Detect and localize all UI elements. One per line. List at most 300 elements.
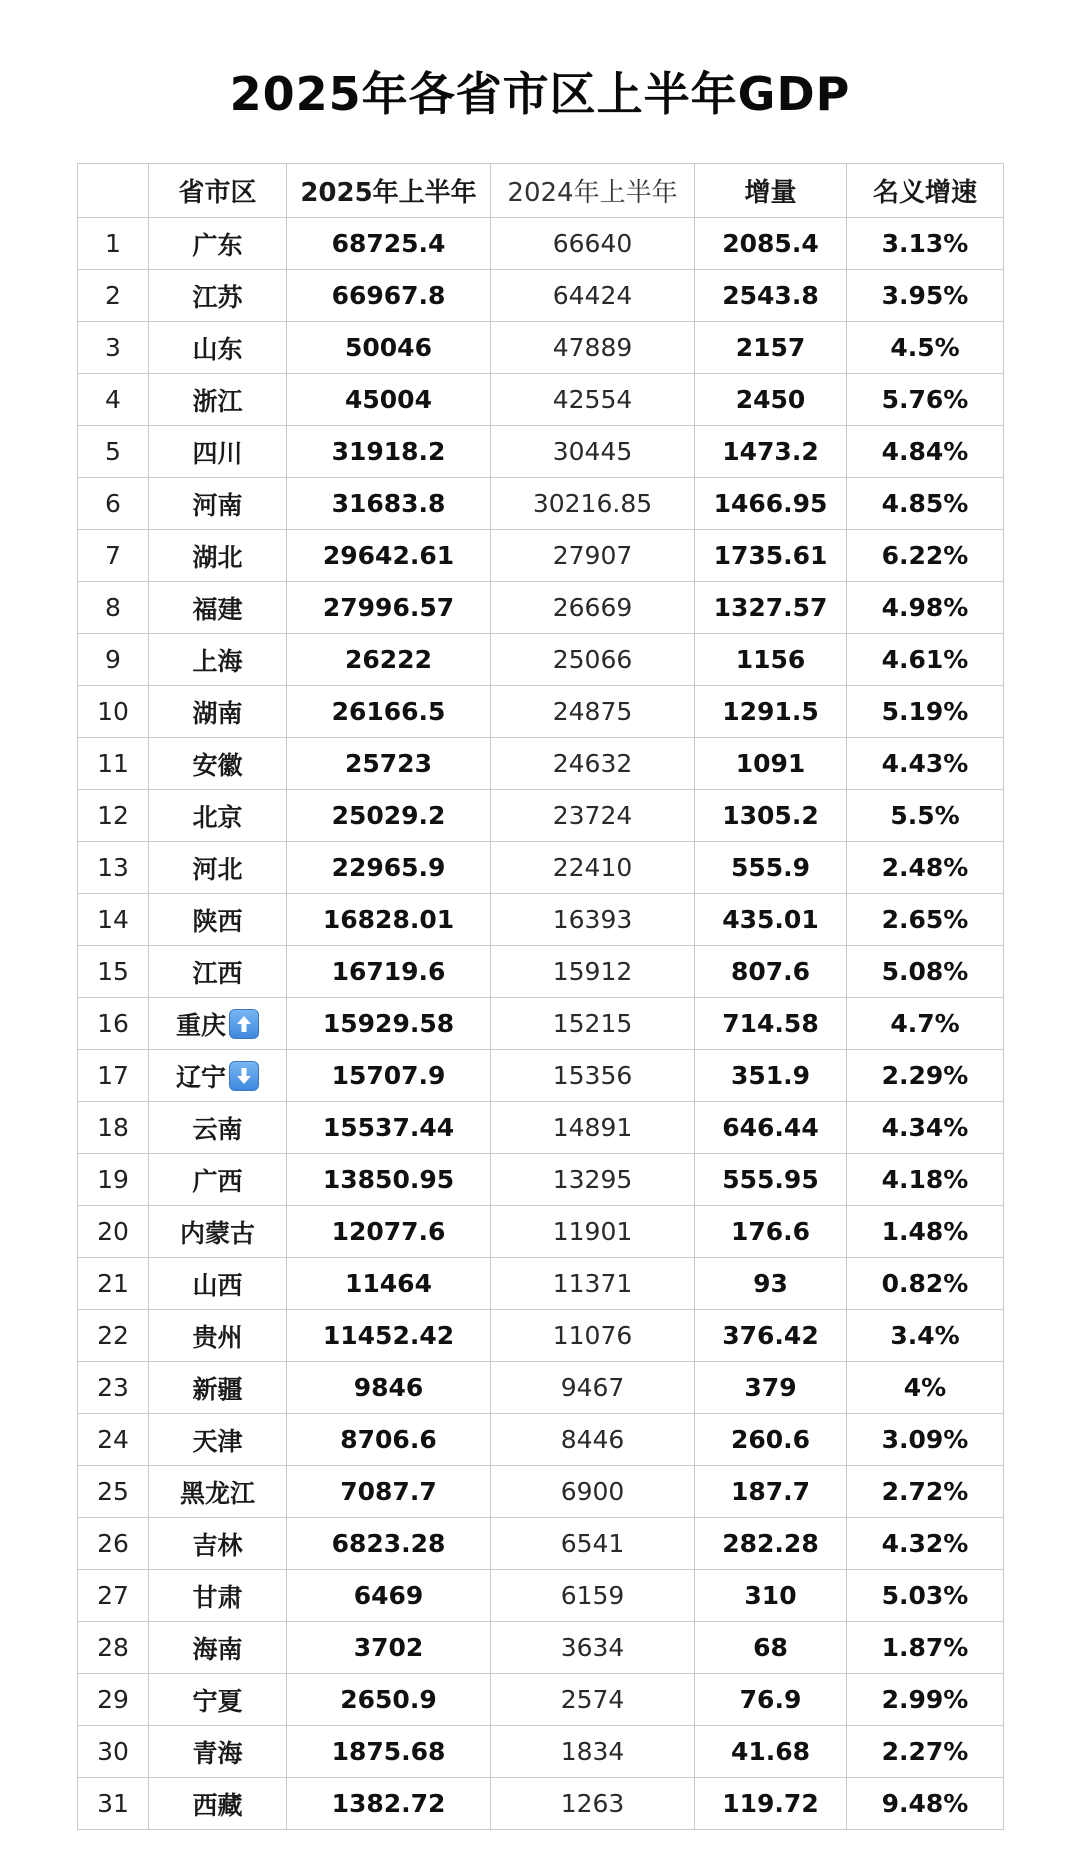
province-cell: [149, 1102, 287, 1154]
gdp-2025-cell: [287, 1622, 491, 1674]
gdp-2024-cell: [491, 946, 695, 998]
increase-cell: [695, 1466, 847, 1518]
province-cell-text: 海南: [192, 1634, 243, 1664]
province-cell: [149, 946, 287, 998]
increase-cell: [695, 1102, 847, 1154]
gdp-2024-cell-text: 27907: [552, 541, 633, 570]
rank-cell-text: 21: [97, 1269, 129, 1298]
province-cell: [149, 1778, 287, 1830]
gdp-2024-cell: [491, 530, 695, 582]
increase-cell: [695, 1570, 847, 1622]
rank-cell: [78, 270, 149, 322]
rank-cell-text: 11: [97, 749, 129, 778]
increase-cell-text: 68: [753, 1633, 788, 1662]
increase-cell: [695, 1154, 847, 1206]
province-cell: [149, 478, 287, 530]
rank-cell: [78, 1466, 149, 1518]
table-row: [78, 946, 1004, 998]
rank-cell-text: 10: [97, 697, 129, 726]
growth-cell: [847, 1362, 1004, 1414]
growth-cell-text: 3.4%: [890, 1321, 960, 1350]
growth-cell-text: 4.7%: [890, 1009, 960, 1038]
rank-cell: [78, 1570, 149, 1622]
gdp-2025-cell: [287, 1778, 491, 1830]
province-cell: [149, 1466, 287, 1518]
rank-cell-text: 7: [105, 541, 121, 570]
increase-cell: [695, 1206, 847, 1258]
gdp-2024-cell-text: 1263: [560, 1789, 625, 1818]
province-cell-text: 黑龙江: [179, 1478, 255, 1508]
increase-cell-text: 1327.57: [713, 593, 828, 622]
rank-cell: [78, 322, 149, 374]
gdp-2024-cell: [491, 842, 695, 894]
increase-cell-text: 76.9: [739, 1685, 802, 1714]
growth-cell: [847, 1206, 1004, 1258]
rank-cell: [78, 1726, 149, 1778]
gdp-2024-cell-text: 15356: [552, 1061, 633, 1090]
rank-cell-text: 23: [97, 1373, 129, 1402]
rank-cell: [78, 634, 149, 686]
province-cell: [149, 894, 287, 946]
rank-cell-text: 8: [105, 593, 121, 622]
province-cell-text: 河南: [192, 490, 243, 520]
rank-cell: [78, 998, 149, 1050]
rank-cell: [78, 738, 149, 790]
gdp-2025-cell: [287, 634, 491, 686]
increase-cell-text: 1091: [735, 749, 806, 778]
gdp-2024-cell-text: 47889: [552, 333, 633, 362]
growth-cell-text: 3.13%: [881, 229, 969, 258]
province-cell: [149, 1570, 287, 1622]
increase-cell: [695, 1518, 847, 1570]
rank-cell-text: 20: [97, 1217, 129, 1246]
province-cell-text: 贵州: [192, 1322, 243, 1352]
province-cell-text: 河北: [192, 854, 243, 884]
growth-cell: [847, 582, 1004, 634]
increase-cell: [695, 218, 847, 270]
rank-cell: [78, 842, 149, 894]
gdp-2025-cell-text: 27996.57: [322, 593, 455, 622]
rank-cell: [78, 478, 149, 530]
gdp-2025-cell-text: 29642.61: [322, 541, 455, 570]
increase-cell: [695, 478, 847, 530]
growth-cell-text: 0.82%: [881, 1269, 969, 1298]
increase-cell: [695, 374, 847, 426]
gdp-2024-cell: [491, 998, 695, 1050]
province-cell: [149, 1518, 287, 1570]
gdp-2025-cell: [287, 686, 491, 738]
increase-cell-text: 1305.2: [722, 801, 819, 830]
gdp-2024-cell: [491, 1414, 695, 1466]
increase-cell-text: 435.01: [722, 905, 819, 934]
gdp-2024-cell-text: 30445: [552, 437, 633, 466]
province-cell: [149, 426, 287, 478]
growth-cell-text: 4.84%: [881, 437, 969, 466]
gdp-2024-cell: [491, 1570, 695, 1622]
gdp-2025-cell: [287, 478, 491, 530]
table-row: [78, 1622, 1004, 1674]
province-cell-text: 辽宁: [175, 1062, 226, 1092]
table-row: [78, 1362, 1004, 1414]
increase-cell-text: 379: [744, 1373, 797, 1402]
increase-cell-text: 1291.5: [722, 697, 819, 726]
rank-cell-text: 30: [97, 1737, 129, 1766]
province-cell-text: 广东: [192, 230, 243, 260]
growth-cell-text: 5.76%: [881, 385, 969, 414]
header-h1-2025: 2025年上半年: [287, 164, 491, 218]
table-row: [78, 426, 1004, 478]
table-row: [78, 478, 1004, 530]
table-row: [78, 1258, 1004, 1310]
province-cell-text: 浙江: [192, 386, 243, 416]
gdp-2025-cell-text: 22965.9: [331, 853, 446, 882]
gdp-2025-cell-text: 25029.2: [331, 801, 446, 830]
rank-cell: [78, 1622, 149, 1674]
rank-cell-text: 28: [97, 1633, 129, 1662]
gdp-2024-cell-text: 2574: [560, 1685, 625, 1714]
province-cell: [149, 1674, 287, 1726]
growth-cell-text: 4.85%: [881, 489, 969, 518]
province-cell: [149, 1414, 287, 1466]
gdp-2025-cell-text: 66967.8: [331, 281, 446, 310]
province-cell: [149, 1310, 287, 1362]
gdp-2024-cell-text: 25066: [552, 645, 633, 674]
header-row: [78, 164, 1004, 218]
rank-cell-text: 6: [105, 489, 121, 518]
rank-cell-text: 5: [105, 437, 121, 466]
gdp-2025-cell: [287, 1154, 491, 1206]
gdp-2025-cell: [287, 218, 491, 270]
gdp-2025-cell-text: 15537.44: [322, 1113, 455, 1142]
header-h1-2024: 2024年上半年: [491, 164, 695, 218]
rank-cell-text: 3: [105, 333, 121, 362]
gdp-2025-cell-text: 25723: [345, 749, 432, 778]
gdp-2024-cell-text: 26669: [552, 593, 633, 622]
growth-cell: [847, 478, 1004, 530]
gdp-2025-cell: [287, 894, 491, 946]
gdp-2024-cell: [491, 1154, 695, 1206]
province-cell: [149, 998, 287, 1050]
growth-cell: [847, 1102, 1004, 1154]
gdp-2025-cell-text: 7087.7: [340, 1477, 437, 1506]
increase-cell-text: 1156: [735, 645, 806, 674]
growth-cell-text: 4.32%: [881, 1529, 969, 1558]
growth-cell-text: 5.03%: [881, 1581, 969, 1610]
rank-cell-text: 12: [97, 801, 129, 830]
gdp-2025-cell-text: 9846: [353, 1373, 424, 1402]
gdp-2025-cell: [287, 322, 491, 374]
increase-cell-text: 1735.61: [713, 541, 828, 570]
table-row: [78, 1570, 1004, 1622]
table-row: [78, 1102, 1004, 1154]
table-row: [78, 738, 1004, 790]
increase-cell-text: 1473.2: [722, 437, 819, 466]
increase-cell: [695, 790, 847, 842]
growth-cell: [847, 894, 1004, 946]
gdp-2025-cell-text: 15707.9: [331, 1061, 446, 1090]
increase-cell: [695, 1726, 847, 1778]
table-row: [78, 790, 1004, 842]
increase-cell: [695, 1674, 847, 1726]
province-cell: [149, 1050, 287, 1102]
gdp-2025-cell: [287, 1726, 491, 1778]
gdp-2025-cell: [287, 790, 491, 842]
header-province: 省市区: [149, 164, 287, 218]
rank-cell: [78, 1414, 149, 1466]
table-row: [78, 842, 1004, 894]
rank-cell: [78, 374, 149, 426]
growth-cell: [847, 1154, 1004, 1206]
table-row: [78, 686, 1004, 738]
province-cell-text: 江西: [192, 958, 243, 988]
table-row: [78, 1466, 1004, 1518]
gdp-2024-cell-text: 11371: [552, 1269, 633, 1298]
growth-cell-text: 4%: [903, 1373, 947, 1402]
gdp-2024-cell-text: 42554: [552, 385, 633, 414]
gdp-2024-cell: [491, 686, 695, 738]
gdp-2024-cell: [491, 270, 695, 322]
increase-cell: [695, 270, 847, 322]
gdp-2024-cell: [491, 1050, 695, 1102]
gdp-2025-cell-text: 26166.5: [331, 697, 446, 726]
table-row: [78, 218, 1004, 270]
gdp-2024-cell-text: 13295: [552, 1165, 633, 1194]
increase-cell-text: 1466.95: [713, 489, 828, 518]
province-cell-text: 天津: [192, 1426, 243, 1456]
rank-cell-text: 2: [105, 281, 121, 310]
table-body: [78, 218, 1004, 1830]
growth-cell-text: 4.61%: [881, 645, 969, 674]
gdp-2025-cell-text: 3702: [353, 1633, 424, 1662]
gdp-2024-cell-text: 9467: [560, 1373, 625, 1402]
gdp-2025-cell: [287, 738, 491, 790]
increase-cell-text: 646.44: [722, 1113, 819, 1142]
increase-cell-text: 555.95: [722, 1165, 819, 1194]
rank-cell-text: 4: [105, 385, 121, 414]
province-cell: [149, 1258, 287, 1310]
rank-cell: [78, 1206, 149, 1258]
gdp-2024-cell: [491, 322, 695, 374]
province-cell-text: 山东: [192, 334, 243, 364]
table-row: [78, 1674, 1004, 1726]
province-cell: [149, 842, 287, 894]
rank-cell-text: 22: [97, 1321, 129, 1350]
increase-cell-text: 807.6: [730, 957, 811, 986]
table-row: [78, 1206, 1004, 1258]
growth-cell-text: 3.95%: [881, 281, 969, 310]
gdp-2024-cell-text: 3634: [560, 1633, 625, 1662]
rank-cell: [78, 1310, 149, 1362]
table-row: [78, 1726, 1004, 1778]
gdp-2024-cell: [491, 478, 695, 530]
rank-cell-text: 14: [97, 905, 129, 934]
province-cell: [149, 270, 287, 322]
growth-cell: [847, 1726, 1004, 1778]
table-row: [78, 582, 1004, 634]
gdp-2025-cell-text: 2650.9: [340, 1685, 437, 1714]
gdp-2025-cell-text: 31683.8: [331, 489, 446, 518]
rank-cell-text: 26: [97, 1529, 129, 1558]
growth-cell: [847, 530, 1004, 582]
gdp-2025-cell: [287, 1206, 491, 1258]
rank-cell-text: 17: [97, 1061, 129, 1090]
province-cell-text: 云南: [192, 1114, 243, 1144]
province-cell: [149, 530, 287, 582]
table-row: [78, 1778, 1004, 1830]
increase-cell-text: 176.6: [730, 1217, 811, 1246]
table-header: [78, 164, 1004, 218]
increase-cell: [695, 1362, 847, 1414]
page-title: 2025年各省市区上半年GDP: [229, 67, 851, 121]
growth-cell: [847, 374, 1004, 426]
gdp-2025-cell: [287, 426, 491, 478]
province-cell: [149, 218, 287, 270]
rank-cell: [78, 218, 149, 270]
rank-cell: [78, 1778, 149, 1830]
gdp-2024-cell: [491, 1778, 695, 1830]
rank-cell: [78, 426, 149, 478]
province-cell: [149, 1726, 287, 1778]
gdp-2024-cell: [491, 218, 695, 270]
header-increase: 增量: [695, 164, 847, 218]
gdp-2025-cell: [287, 530, 491, 582]
gdp-2024-cell: [491, 426, 695, 478]
gdp-2024-cell-text: 15912: [552, 957, 633, 986]
growth-cell: [847, 218, 1004, 270]
province-cell-text: 上海: [192, 646, 243, 676]
increase-cell-text: 2157: [735, 333, 806, 362]
province-cell-text: 陕西: [192, 906, 243, 936]
rank-cell: [78, 1102, 149, 1154]
increase-cell-text: 260.6: [730, 1425, 811, 1454]
province-cell: [149, 790, 287, 842]
growth-cell: [847, 946, 1004, 998]
gdp-2024-cell: [491, 1258, 695, 1310]
rank-cell-text: 9: [105, 645, 121, 674]
growth-cell-text: 3.09%: [881, 1425, 969, 1454]
growth-cell-text: 6.22%: [881, 541, 969, 570]
growth-cell-text: 4.43%: [881, 749, 969, 778]
growth-cell: [847, 842, 1004, 894]
gdp-2025-cell: [287, 1102, 491, 1154]
increase-cell-text: 2450: [735, 385, 806, 414]
table-row: [78, 1518, 1004, 1570]
increase-cell: [695, 426, 847, 478]
gdp-2024-cell-text: 11076: [552, 1321, 633, 1350]
growth-cell-text: 5.08%: [881, 957, 969, 986]
table-row: [78, 894, 1004, 946]
gdp-2024-cell-text: 15215: [552, 1009, 633, 1038]
gdp-2025-cell-text: 12077.6: [331, 1217, 446, 1246]
gdp-2025-cell-text: 50046: [345, 333, 432, 362]
growth-cell: [847, 322, 1004, 374]
header-rank: [78, 164, 149, 218]
gdp-2025-cell-text: 16719.6: [331, 957, 446, 986]
province-cell: [149, 374, 287, 426]
gdp-2025-cell-text: 31918.2: [331, 437, 446, 466]
growth-cell-text: 9.48%: [881, 1789, 969, 1818]
growth-cell: [847, 1050, 1004, 1102]
gdp-2024-cell-text: 6541: [560, 1529, 625, 1558]
increase-cell-text: 282.28: [722, 1529, 819, 1558]
province-cell-text: 广西: [192, 1166, 243, 1196]
gdp-table: [77, 163, 1004, 1830]
gdp-2025-cell-text: 8706.6: [340, 1425, 437, 1454]
increase-cell: [695, 738, 847, 790]
arrow-up-icon: [229, 1009, 259, 1039]
arrow-down-icon: [229, 1061, 259, 1091]
gdp-2025-cell-text: 1875.68: [331, 1737, 446, 1766]
rank-cell: [78, 1362, 149, 1414]
gdp-2025-cell-text: 1382.72: [331, 1789, 446, 1818]
rank-cell-text: 18: [97, 1113, 129, 1142]
growth-cell: [847, 1466, 1004, 1518]
province-cell-text: 湖南: [192, 698, 243, 728]
growth-cell: [847, 1570, 1004, 1622]
province-cell: [149, 1154, 287, 1206]
gdp-2025-cell: [287, 582, 491, 634]
growth-cell-text: 4.18%: [881, 1165, 969, 1194]
gdp-2024-cell: [491, 1310, 695, 1362]
gdp-2024-cell: [491, 1102, 695, 1154]
table-row: [78, 634, 1004, 686]
increase-cell: [695, 582, 847, 634]
province-cell-text: 青海: [192, 1738, 243, 1768]
header-growth: 名义增速: [847, 164, 1004, 218]
growth-cell: [847, 634, 1004, 686]
increase-cell: [695, 946, 847, 998]
increase-cell: [695, 998, 847, 1050]
rank-cell-text: 13: [97, 853, 129, 882]
gdp-2024-cell-text: 8446: [560, 1425, 625, 1454]
gdp-2025-cell-text: 45004: [345, 385, 432, 414]
table-row: [78, 1154, 1004, 1206]
province-cell: [149, 1362, 287, 1414]
growth-cell: [847, 1310, 1004, 1362]
gdp-2025-cell: [287, 1258, 491, 1310]
gdp-2024-cell: [491, 634, 695, 686]
province-cell-text: 甘肃: [192, 1582, 243, 1612]
growth-cell-text: 1.87%: [881, 1633, 969, 1662]
gdp-2024-cell: [491, 1518, 695, 1570]
province-cell: [149, 686, 287, 738]
gdp-2024-cell: [491, 374, 695, 426]
increase-cell-text: 2543.8: [722, 281, 819, 310]
gdp-2025-cell-text: 16828.01: [322, 905, 455, 934]
rank-cell: [78, 894, 149, 946]
gdp-2024-cell-text: 24632: [552, 749, 633, 778]
increase-cell-text: 2085.4: [722, 229, 819, 258]
province-cell: [149, 738, 287, 790]
gdp-2024-cell-text: 16393: [552, 905, 633, 934]
province-cell-text: 福建: [192, 594, 243, 624]
table-row: [78, 270, 1004, 322]
province-cell: [149, 634, 287, 686]
increase-cell: [695, 530, 847, 582]
rank-cell: [78, 686, 149, 738]
province-cell-text: 湖北: [192, 542, 243, 572]
gdp-2024-cell: [491, 582, 695, 634]
gdp-2024-cell-text: 64424: [552, 281, 633, 310]
rank-cell: [78, 1258, 149, 1310]
gdp-2025-cell: [287, 374, 491, 426]
province-cell: [149, 322, 287, 374]
growth-cell-text: 2.29%: [881, 1061, 969, 1090]
growth-cell-text: 1.48%: [881, 1217, 969, 1246]
increase-cell-text: 310: [744, 1581, 797, 1610]
gdp-2024-cell: [491, 1362, 695, 1414]
increase-cell-text: 41.68: [730, 1737, 811, 1766]
